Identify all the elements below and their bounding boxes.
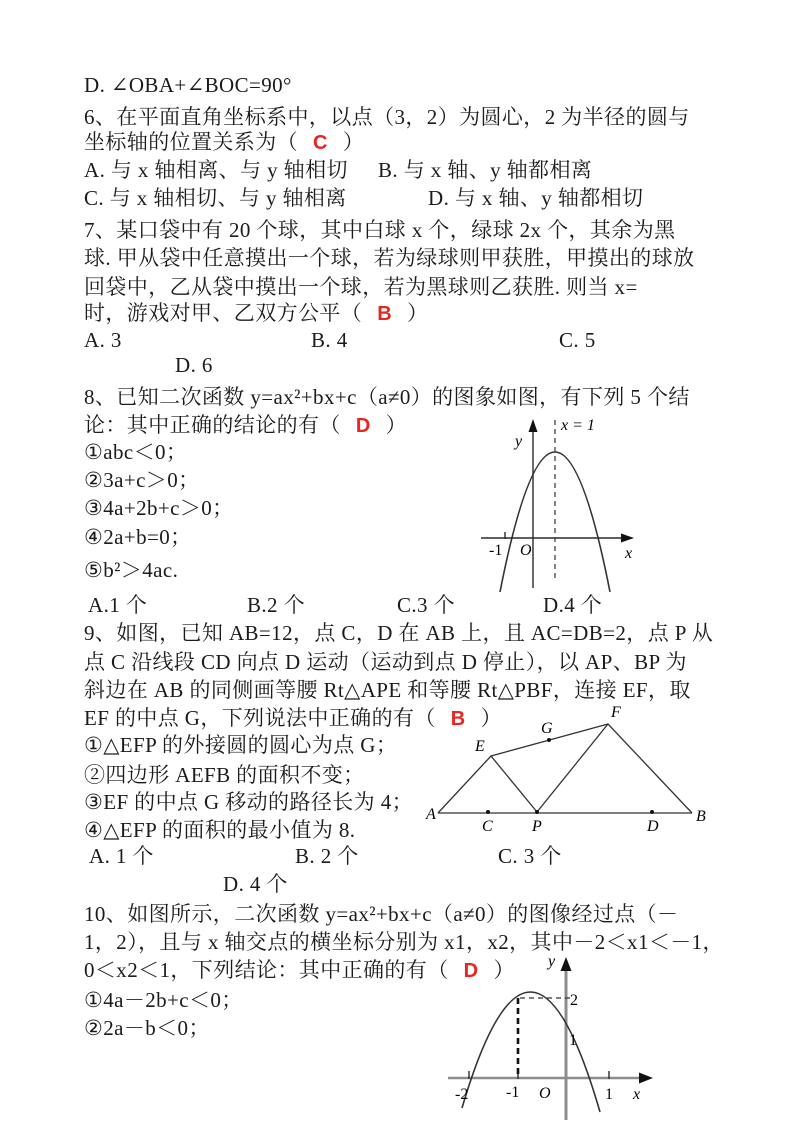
y-axis-arrow-icon xyxy=(561,957,572,971)
q8-stem-line1: 8、已知二次函数 y=ax²+bx+c（a≠0）的图象如图，有下列 5 个结 xyxy=(84,385,690,409)
label-P: P xyxy=(532,818,542,835)
q9-stem-line1: 9、如图，已知 AB=12，点 C，D 在 AB 上，且 AC=DB=2，点 P 从 xyxy=(84,621,714,645)
q7-answer: B xyxy=(377,303,393,325)
q7-stem-line3: 回袋中，乙从袋中摸出一个球，若为黑球则乙获胜. 则当 x= xyxy=(84,275,638,299)
label-E: E xyxy=(475,738,485,755)
q7-stem-line2: 球. 甲从袋中任意摸出一个球，若为绿球则甲获胜，甲摸出的球放 xyxy=(84,246,695,270)
q8-stem-line2 xyxy=(84,411,407,440)
q7-stem-line1: 7、某口袋中有 20 个球，其中白球 x 个，绿球 2x 个，其余为黑 xyxy=(84,218,676,242)
q6-option-d: D. 与 x 轴、y 轴都相切 xyxy=(428,186,644,210)
q7-option-a: A. 3 xyxy=(84,328,122,352)
q9-option-d: D. 4 个 xyxy=(223,872,288,896)
q9-option-c: C. 3 个 xyxy=(498,844,562,868)
point-D-dot xyxy=(650,810,654,814)
x-axis-label: x xyxy=(625,545,633,562)
q9-item-3: ③EF 的中点 G 移动的路径长为 4； xyxy=(84,790,413,814)
q8-option-b: B.2 个 xyxy=(247,593,306,617)
q7-stem-line4 xyxy=(84,299,428,328)
q10-stem-line1: 10、如图所示，二次函数 y=ax²+bx+c（a≠0）的图像经过点（－ xyxy=(84,902,679,926)
y-axis-arrow-icon xyxy=(529,419,538,432)
q7-option-b: B. 4 xyxy=(311,328,348,352)
symmetry-label: x = 1 xyxy=(561,417,595,434)
point-G-dot xyxy=(547,738,551,742)
q6-answer: C xyxy=(313,132,328,154)
tick-minus1-label: -1 xyxy=(506,1084,520,1101)
point-P-dot xyxy=(535,810,539,814)
q8-item-4: ④2a+b=0； xyxy=(84,525,192,549)
y-axis-label: y xyxy=(515,433,523,450)
y-axis-label: y xyxy=(548,953,556,970)
q8-item-3: ③4a+2b+c＞0； xyxy=(84,496,234,520)
q9-geometry-figure xyxy=(425,700,720,840)
q10-stem3-prefix: 0＜x2＜1，下列结论：其中正确的有（ xyxy=(84,958,449,982)
q9-answer: B xyxy=(450,708,466,730)
q9-option-a: A. 1 个 xyxy=(89,844,154,868)
q10-stem3-suffix: ） xyxy=(493,958,515,982)
q8-parabola-figure xyxy=(475,412,650,612)
q6-option-c: C. 与 x 轴相切、与 y 轴相离 xyxy=(84,186,347,210)
q6-stem2-suffix: ） xyxy=(342,130,365,154)
q5-option-d: D. ∠OBA+∠BOC=90° xyxy=(84,73,292,97)
label-F: F xyxy=(611,704,621,721)
origin-label: O xyxy=(539,1085,551,1102)
q10-item-1: ①4a－2b+c＜0； xyxy=(84,988,243,1012)
x-axis-label: x xyxy=(633,1086,641,1103)
y-value-2-label: 2 xyxy=(570,992,578,1009)
q6-stem2-prefix: 坐标轴的位置关系为（ xyxy=(84,130,298,154)
point-C-dot xyxy=(486,810,490,814)
origin-label: O xyxy=(520,542,532,559)
q7-option-d: D. 6 xyxy=(175,353,213,377)
q8-option-a: A.1 个 xyxy=(88,593,148,617)
q8-item-2: ②3a+c＞0； xyxy=(84,468,200,492)
q6-option-a: A. 与 x 轴相离、与 y 轴相切 xyxy=(84,158,348,182)
q9-stem4-prefix: EF 的中点 G，下列说法中正确的有（ xyxy=(84,706,436,730)
tick-minus2-label: -2 xyxy=(455,1086,469,1103)
q9-item-4: ④△EFP 的面积的最小值为 8. xyxy=(84,818,356,842)
q7-option-c: C. 5 xyxy=(559,328,596,352)
parabola-curve xyxy=(462,992,600,1112)
q9-stem-line2: 点 C 沿线段 CD 向点 D 运动（运动到点 D 停止），以 AP、BP 为 xyxy=(84,650,687,674)
q6-stem-line1: 6、在平面直角坐标系中，以点（3，2）为圆心，2 为半径的圆与 xyxy=(84,105,690,129)
q8-item-5: ⑤b²＞4ac. xyxy=(84,558,179,582)
q9-stem-line3: 斜边在 AB 的同侧画等腰 Rt△APE 和等腰 Rt△PBF，连接 EF，取 xyxy=(84,678,691,702)
q9-option-b: B. 2 个 xyxy=(295,844,359,868)
q6-stem-line2 xyxy=(84,128,364,157)
q7-stem4-prefix: 时，游戏对甲、乙双方公平（ xyxy=(84,301,363,325)
label-A: A xyxy=(426,806,436,823)
q8-stem2-suffix: ） xyxy=(385,413,408,437)
label-D: D xyxy=(647,818,659,835)
tick-minus1-label: -1 xyxy=(489,542,503,559)
label-G: G xyxy=(541,720,553,737)
label-B: B xyxy=(696,808,706,825)
q9-item-1: ①△EFP 的外接圆的圆心为点 G； xyxy=(84,733,398,757)
q10-parabola-figure xyxy=(440,952,675,1122)
tick-1-label: 1 xyxy=(605,1086,613,1103)
q9-stem4-suffix: ） xyxy=(480,706,503,730)
q7-stem4-suffix: ） xyxy=(407,301,429,325)
triangle-APE-sides xyxy=(438,756,537,813)
q10-item-2: ②2a－b＜0； xyxy=(84,1016,210,1040)
x-axis-arrow-icon xyxy=(639,1073,653,1084)
y-value-1-label: 1 xyxy=(569,1032,577,1049)
q6-option-b: B. 与 x 轴、y 轴都相离 xyxy=(378,158,593,182)
q8-answer: D xyxy=(355,415,371,437)
q9-item-2: ②四边形 AEFB 的面积不变； xyxy=(84,763,365,787)
q8-stem2-prefix: 论：其中正确的结论的有（ xyxy=(84,413,341,437)
x-axis-arrow-icon xyxy=(621,534,634,543)
label-C: C xyxy=(482,818,493,835)
q8-option-d: D.4 个 xyxy=(543,593,603,617)
q8-item-1: ①abc＜0； xyxy=(84,440,188,464)
q10-answer: D xyxy=(463,960,479,982)
q10-stem-line2: 1，2），且与 x 轴交点的横坐标分别为 x1，x2，其中－2＜x1＜－1， xyxy=(84,930,724,954)
q8-option-c: C.3 个 xyxy=(397,593,456,617)
